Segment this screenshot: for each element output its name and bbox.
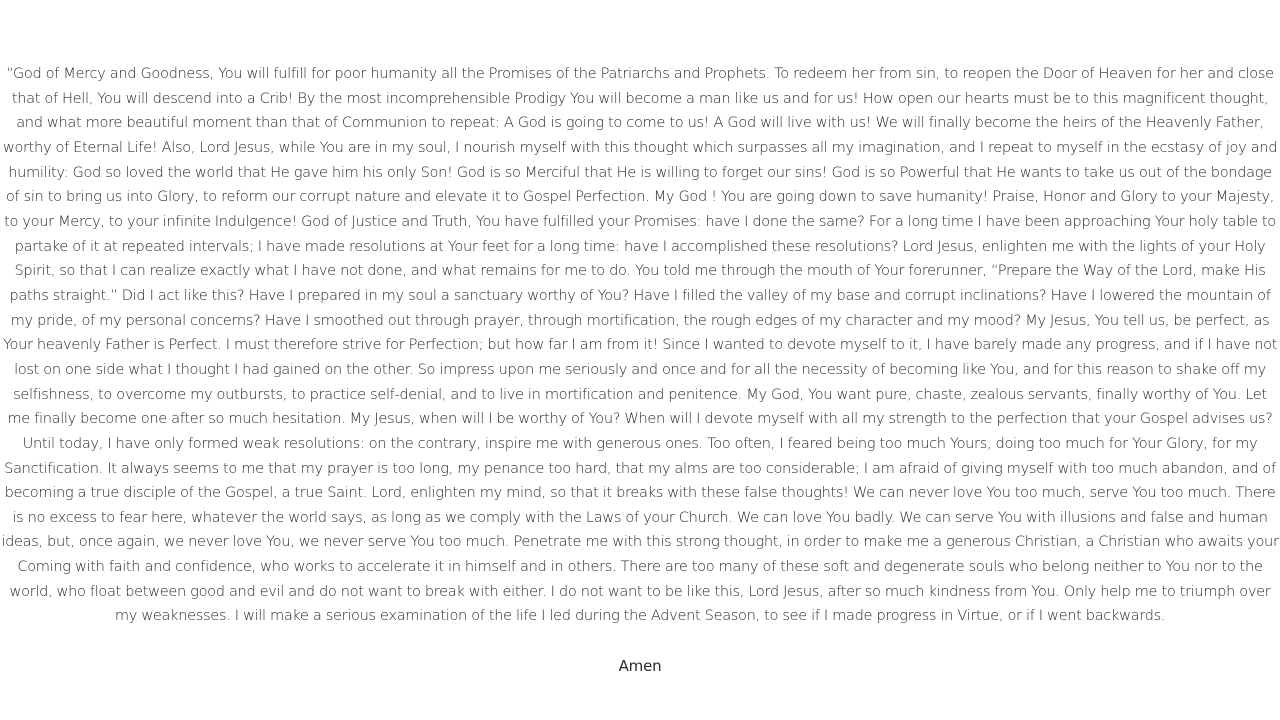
prayer-closing: Amen (618, 657, 662, 675)
prayer-text: “God of Mercy and Goodness, You will fulfill for poor humanity all the Promises of the Patriarchs and Prophets. To redeem her from sin, to reopen the Door of Heaven for her and close that of Hell, You will descend into a Crib! By the most incomprehensible Prodigy You will become a man like us and for us! How open our hearts must be to this magnificent thought, and what more beautiful moment than that of Communion to repeat: A God is going to come to us! A God will live with us! We will finally become the heirs of the Heavenly Father, worthy of Eternal Life! Also, Lord Jesus, while You are in my soul, I nourish myself with this thought which surpasses all my imagination, and I repeat to myself in the ecstasy of joy and humility: God so loved the world that He gave him his only Son! God is so Merciful that He is willing to forget our sins! God is so Powerful that He wants to take us out of the bondage of sin to bring us into Glory, to reform our corrupt nature and elevate it to Gospel Perfection. My God ! You are going down to save humanity! Praise, Honor and Glory to your Majesty, to your Mercy, to your infinite Indulgence! God of Justice and Truth, You have fulfilled your Promises: have I done the same? For a long time I have been approaching Your holy table to partake of it at repeated intervals; I have made resolutions at Your feet for a long time: have I accomplished these resolutions? Lord Jesus, enlighten me with the lights of your Holy Spirit, so that I can realize exactly what I have not done, and what remains for me to do. You told me through the mouth of Your forerunner, “Prepare the Way of the Lord, make His paths straight.” Did I act like this? Have I prepared in my soul a sanctuary worthy of You? Have I filled the valley of my base and corrupt inclinations? Have I lowered the mountain of my pride, of my personal concerns? Have I smoothed out through prayer, through mortification, the rough edges of my character and my mood? My Jesus, You tell us, be perfect, as Your heavenly Father is Perfect. I must therefore strive for Perfection; but how far I am from it! Since I wanted to devote myself to it, I have barely made any progress, and if I have not lost on one side what I thought I had gained on the other. So impress upon me seriously and once and for all the necessity of becoming like You, and for this reason to shake off my selfishness, to overcome my outbursts, to practice self-denial, and to live in mortification and penitence. My God, You want pure, chaste, zealous servants, finally worthy of You. Let me finally become one after so much hesitation. My Jesus, when will I be worthy of You? When will I devote myself with all my strength to the perfection that your Gospel advises us? Until today, I have only formed weak resolutions: on the contrary, inspire me with generous ones. Too often, I feared being too much Yours, doing too much for Your Glory, for my Sanctification. It always seems to me that my prayer is too long, my penance too hard, that my alms are too considerable; I am afraid of giving myself with too much abandon, and of becoming a true disciple of the Gospel, a true Saint. Lord, enlighten my mind, so that it breaks with these false thoughts! We can never love You too much, serve You too much. There is no excess to fear here, whatever the world says, as long as we comply with the Laws of your Church. We can love You badly. We can serve You with illusions and false and human ideas, but, once again, we never love You, we never serve You too much. Penetrate me with this strong thought, in order to make me a generous Christian, a Christian who awaits your Coming with faith and confidence, who works to accelerate it in himself and in others. There are too many of these soft and degenerate souls who belong neither to You nor to the world, who float between good and evil and do not want to break with either. I do not want to be like this, Lord Jesus, after so much kindness from You. Only help me to triumph over my weaknesses. I will make a serious examination of the life I led during the Advent Season, to see if I made progress in Virtue, or if I went backwards. (1, 65, 1279, 625)
